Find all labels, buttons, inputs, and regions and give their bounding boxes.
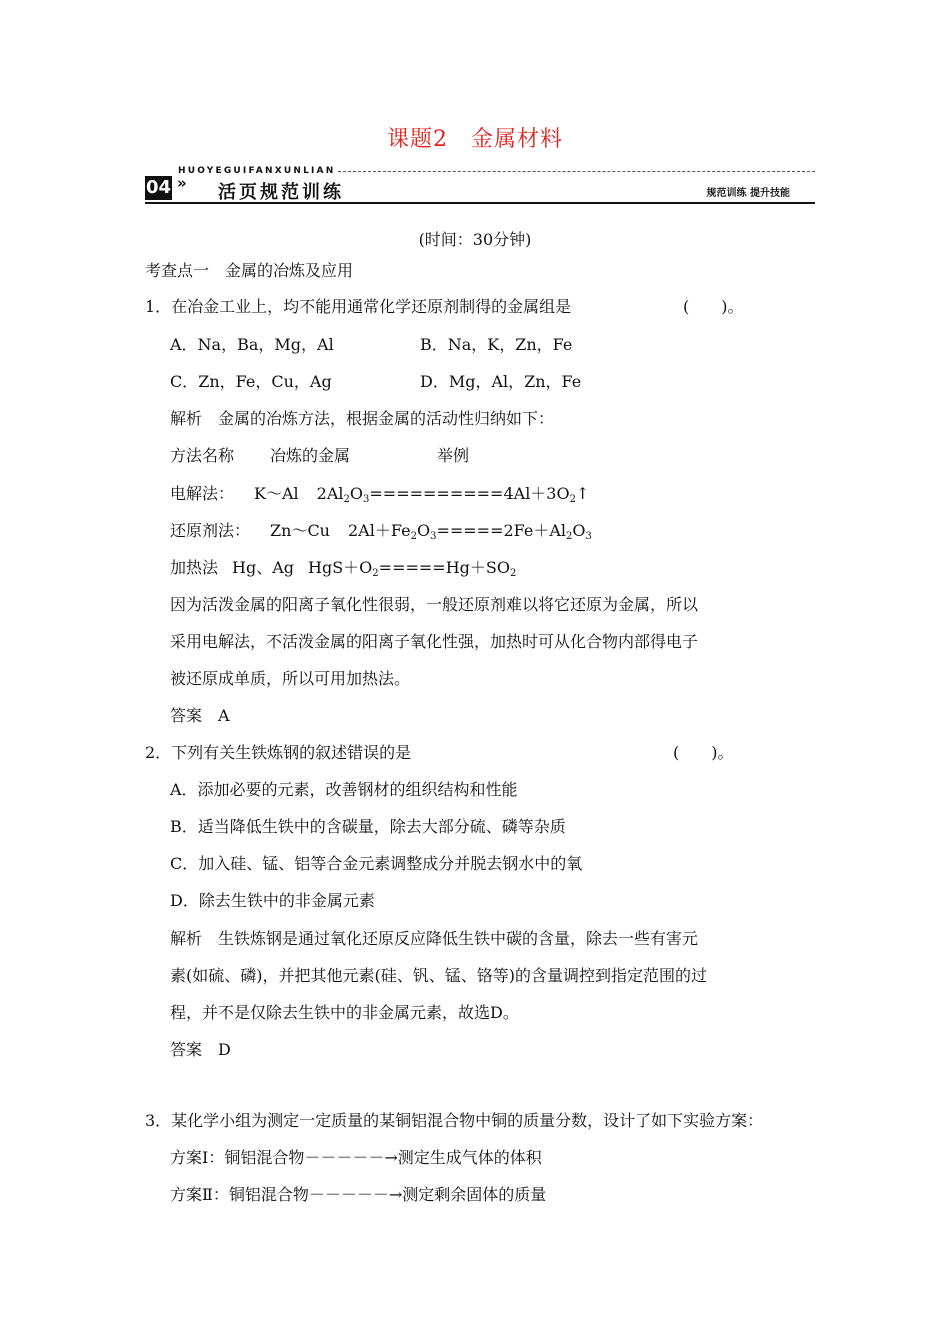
time-note: (时间：30分钟) xyxy=(418,230,532,249)
question-1-answer: 答案 A xyxy=(170,706,230,725)
method-metals: Hg、Ag xyxy=(232,558,295,577)
question-3-plan-1: 方案Ⅰ：铜铝混合物－－－－－→测定生成气体的体积 xyxy=(170,1148,542,1167)
question-1-option-d: D．Mg，Al，Zn，Fe xyxy=(420,372,582,391)
question-1-analysis-intro: 解析 金属的冶炼方法，根据金属的活动性归纳如下： xyxy=(170,409,555,428)
topic-heading: 考查点一 金属的冶炼及应用 xyxy=(145,261,354,280)
question-1-answer-blank: ( )。 xyxy=(683,297,744,316)
question-2-stem: 2．下列有关生铁炼钢的叙述错误的是 xyxy=(145,743,412,762)
question-1-analysis-line-3: 被还原成单质，所以可用加热法。 xyxy=(170,669,411,688)
banner-number-badge: 04 xyxy=(145,177,172,198)
question-2-option-b: B．适当降低生铁中的含碳量，除去大部分硫、磷等杂质 xyxy=(170,817,566,836)
question-2-answer: 答案 D xyxy=(170,1040,231,1059)
question-1-option-c: C．Zn，Fe，Cu，Ag xyxy=(170,372,332,391)
question-2-analysis-line-1: 解析 生铁炼钢是通过氧化还原反应降低生铁中碳的含量，除去一些有害元 xyxy=(170,929,699,948)
question-1-option-a: A．Na，Ba，Mg，Al xyxy=(170,335,334,354)
banner-dashed-divider xyxy=(338,171,815,172)
table-header-metals: 冶炼的金属 xyxy=(270,446,351,465)
method-name: 电解法： xyxy=(170,484,235,503)
question-2-analysis-line-3: 程，并不是仅除去生铁中的非金属元素，故选D。 xyxy=(170,1003,519,1022)
question-2-option-a: A．添加必要的元素，改善钢材的组织结构和性能 xyxy=(170,780,518,799)
question-1-analysis-line-1: 因为活泼金属的阳离子氧化性很弱，一般还原剂难以将它还原为金属，所以 xyxy=(170,595,699,614)
question-1-analysis-line-2: 采用电解法，不活泼金属的阳离子氧化性强，加热时可从化合物内部得电子 xyxy=(170,632,699,651)
question-1-option-b: B．Na，K，Zn，Fe xyxy=(420,335,573,354)
question-2-option-c: C．加入硅、锰、铝等合金元素调整成分并脱去钢水中的氧 xyxy=(170,854,583,873)
method-name: 加热法 xyxy=(170,558,219,577)
method-metals: K～Al xyxy=(254,484,299,503)
method-row-reduction xyxy=(170,521,592,541)
question-3-plan-2: 方案Ⅱ：铜铝混合物－－－－－→测定剩余固体的质量 xyxy=(170,1185,547,1204)
banner-slogan: 规范训练 提升技能 xyxy=(706,188,790,199)
reaction-equation: $2Al_2O_3==========4Al+3O_2↑$ xyxy=(316,484,590,505)
method-row-heating xyxy=(170,558,516,578)
method-row-electrolysis xyxy=(170,484,589,504)
question-2-option-d: D．除去生铁中的非金属元素 xyxy=(170,891,375,910)
question-2-answer-blank: ( )。 xyxy=(673,743,734,762)
page-title: 课题2 金属材料 xyxy=(387,127,563,152)
question-3-stem: 3．某化学小组为测定一定质量的某铜铝混合物中铜的质量分数，设计了如下实验方案： xyxy=(145,1111,764,1130)
reaction-equation: $2Al+Fe_2O_3=====2Fe+Al_2O_3$ xyxy=(348,521,592,542)
double-chevron-icon: » xyxy=(177,174,187,192)
method-name: 还原剂法： xyxy=(170,521,251,540)
table-header-method: 方法名称 xyxy=(170,446,235,465)
question-1-stem: 1．在冶金工业上，均不能用通常化学还原剂制得的金属组是 xyxy=(145,297,572,316)
banner-rule xyxy=(145,202,815,204)
reaction-equation: $HgS+O_2=====Hg+SO_2$ xyxy=(308,558,517,579)
section-banner xyxy=(145,166,815,204)
banner-section-name: 活页规范训练 xyxy=(218,182,344,203)
banner-pinyin: HUOYEGUIFANXUNLIAN xyxy=(178,166,336,176)
method-metals: Zn～Cu xyxy=(270,521,330,540)
table-header-example: 举例 xyxy=(437,446,470,465)
question-2-analysis-line-2: 素(如硫、磷)，并把其他元素(硅、钒、锰、铬等)的含量调控到指定范围的过 xyxy=(170,966,707,985)
